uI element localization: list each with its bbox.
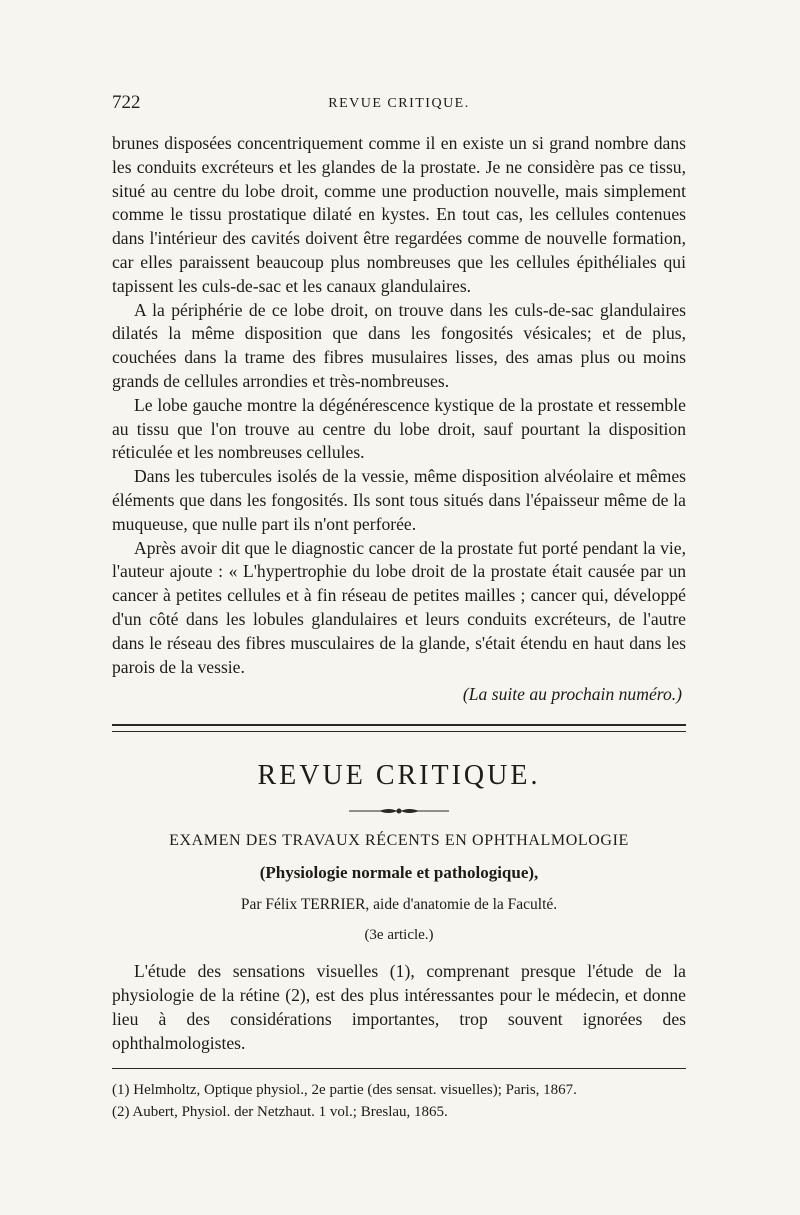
paragraph: Dans les tubercules isolés de la vessie, même disposition alvéolaire et mêmes éléments que dans les fongosités. Ils sont tous situés dans l'épaisseur même de la muqueuse, que nulle part ils n'ont perforée. xyxy=(112,466,686,534)
footnotes xyxy=(112,1079,686,1123)
footnote: (2) Aubert, Physiol. der Netzhaut. 1 vol.; Breslau, 1865. xyxy=(112,1103,448,1120)
page-number: 722 xyxy=(112,92,141,113)
paragraph: Après avoir dit que le diagnostic cancer de la prostate fut porté pendant la vie, l'auteur ajoute : « L'hypertrophie du lobe droit de la prostate était causée par un cancer à petites cellules et à fin réseau de petites mailles ; cancer qui, développé d'un côté dans les lobules glandulaires et leurs conduits excréteurs, de l'autre dans le réseau des fibres musculaires de la glande, s'était étendu en haut dans les parois de la vessie. xyxy=(112,537,686,677)
running-head xyxy=(112,92,686,132)
page xyxy=(112,92,686,1123)
paragraph: L'étude des sensations visuelles (1), comprenant presque l'étude de la physiologie de la rétine (2), est des plus intéressantes pour le médecin, et donne lieu à des considérations importantes, trop souvent ignorées des ophthalmologistes. xyxy=(112,961,686,1053)
paragraph: A la périphérie de ce lobe droit, on trouve dans les culs-de-sac glandulaires dilatés la même disposition que dans les fongosités vésicales; et de plus, couchées dans la trame des fibres musulaires lisses, des amas plus ou moins grands de cellules arrondies et très-nombreuses. xyxy=(112,299,686,391)
paragraph: brunes disposées concentriquement comme il en existe un si grand nombre dans les conduits excréteurs et les glandes de la prostate. Je ne considère pas ce tissu, situé au centre du lobe droit, comme une production nouvelle, mais simplement comme le tissu prostatique dilaté en kystes. En tout cas, les cellules contenues dans l'intérieur des cavités doivent être regardées comme de nouvelle formation, car elles paraissent beaucoup plus nombreuses que les cellules épithéliales qui tapissent les culs-de-sac et les canaux glandulaires. xyxy=(112,133,686,296)
footnote: (1) Helmholtz, Optique physiol., 2e partie (des sensat. visuelles); Paris, 1867. xyxy=(112,1081,577,1098)
section-title: REVUE CRITIQUE. xyxy=(257,760,541,792)
running-title: REVUE CRITIQUE. xyxy=(328,96,470,111)
ornament-divider-icon xyxy=(349,806,449,816)
body-text xyxy=(112,132,686,679)
to-be-continued-note: (La suite au prochain numéro.) xyxy=(462,684,682,705)
article-title: EXAMEN DES TRAVAUX RÉCENTS EN OPHTHALMOLOGIE xyxy=(169,832,629,850)
footnote-rule xyxy=(112,1068,686,1069)
byline: Par Félix TERRIER, aide d'anatomie de la Faculté. xyxy=(240,896,558,914)
article-number: (3e article.) xyxy=(364,927,434,944)
article-subtitle: (Physiologie normale et pathologique), xyxy=(259,863,539,883)
article-body xyxy=(112,960,686,1055)
section-divider-rule xyxy=(112,724,686,732)
paragraph: Le lobe gauche montre la dégénérescence kystique de la prostate et ressemble au tissu que l'on trouve au centre du lobe droit, sauf pourtant la disposition réticulée et les nombreuses cellules. xyxy=(112,394,686,463)
